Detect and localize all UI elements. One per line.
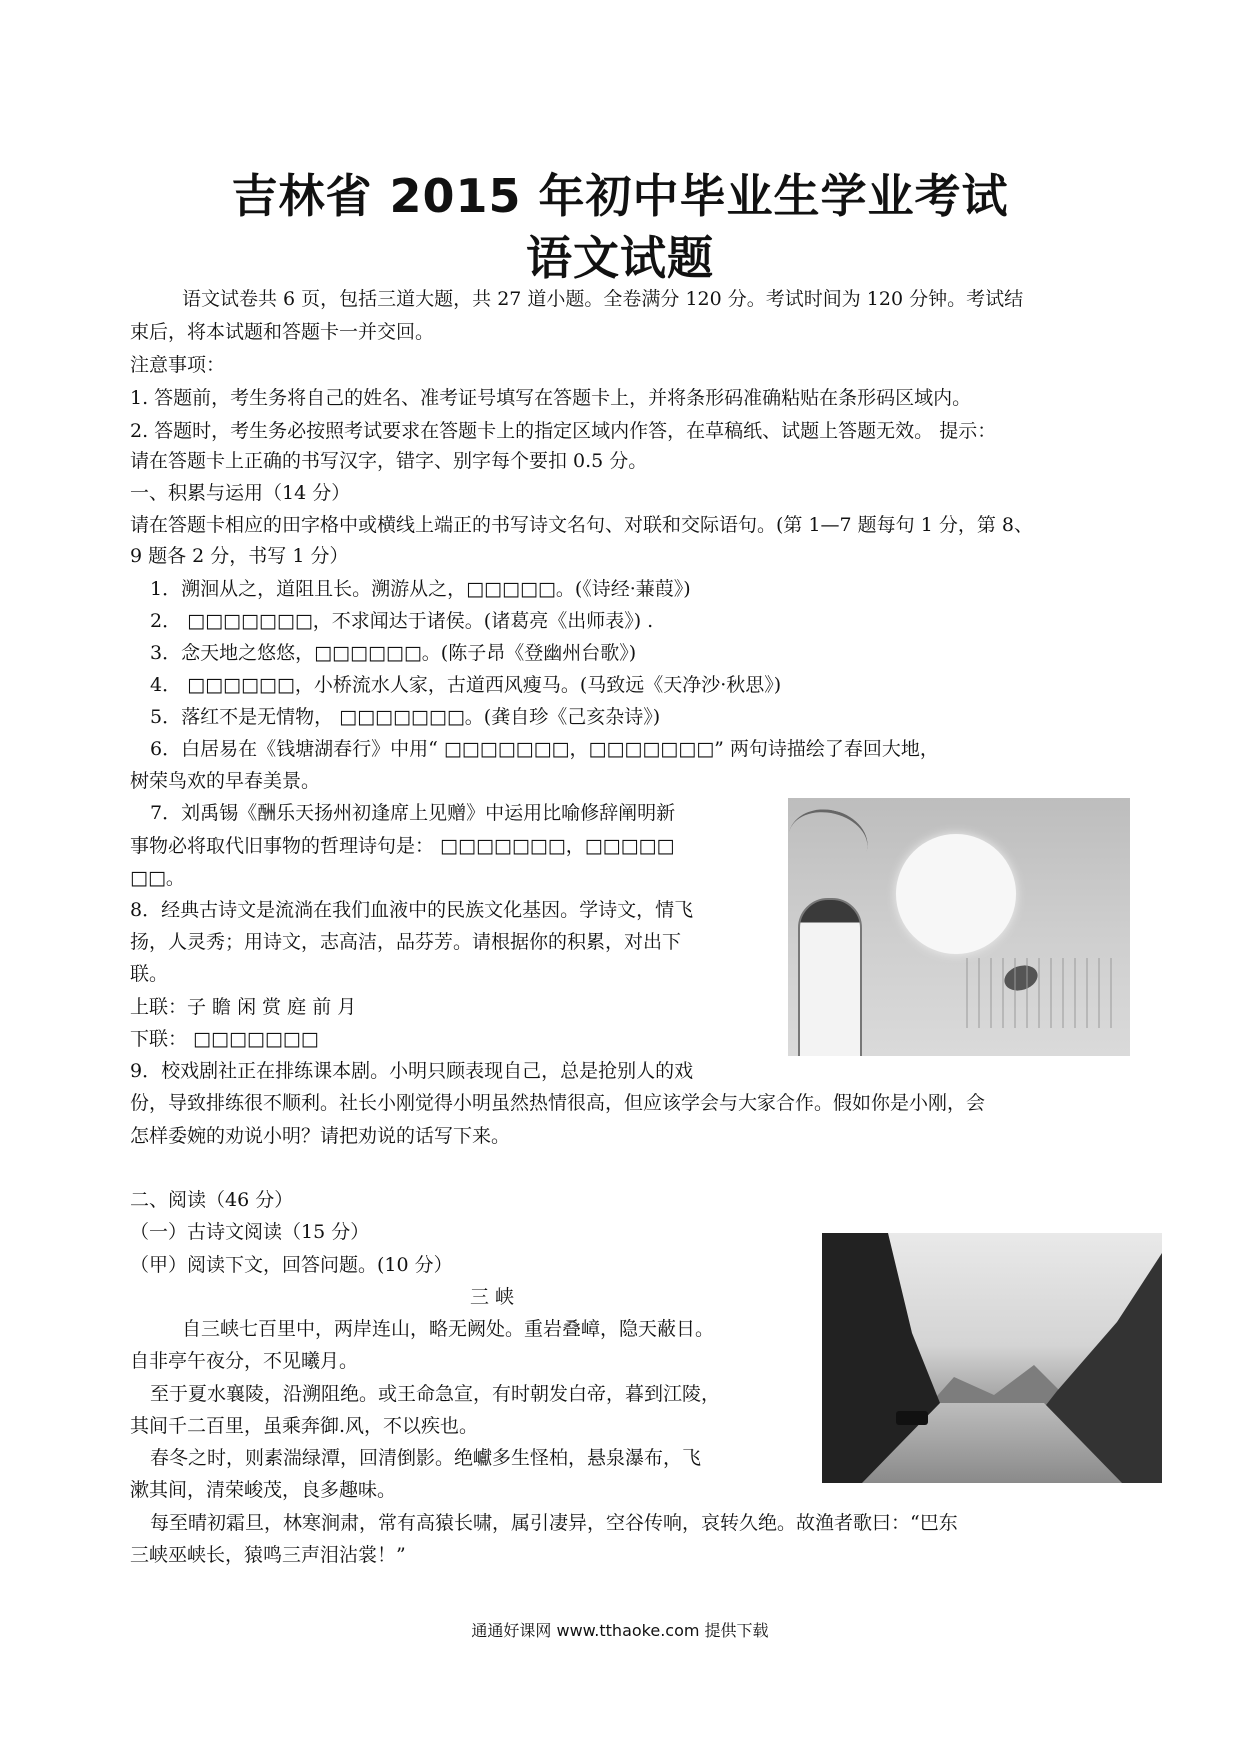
- reading-title: 三 峡: [470, 1286, 515, 1308]
- couplet-lower: 下联： □□□□□□□: [130, 1028, 319, 1050]
- question-1: 1．溯洄从之，道阻且长。溯游从之，□□□□□。(《诗经·蒹葭》): [150, 578, 691, 600]
- footer-source: 通通好课网 www.tthaoke.com 提供下载: [471, 1621, 769, 1640]
- couplet-upper: 上联：子 瞻 闲 赏 庭 前 月: [130, 996, 357, 1018]
- three-gorges-photo: [822, 1233, 1162, 1483]
- passage-p3b: 漱其间，清荣峻茂，良多趣味。: [130, 1479, 397, 1501]
- question-7c: □□。: [130, 867, 185, 889]
- poet-figure-shape: [798, 898, 862, 1056]
- passage-p2a: 至于夏水襄陵，沿溯阻绝。或王命急宣，有时朝发白帝，暮到江陵，: [150, 1383, 721, 1405]
- moon-shape: [896, 834, 1016, 954]
- question-7a: 7．刘禹锡《酬乐天扬州初逢席上见赠》中运用比喻修辞阐明新: [150, 802, 676, 824]
- boat-shape: [896, 1411, 928, 1425]
- intro-line-2: 束后，将本试题和答题卡一并交回。: [130, 321, 435, 343]
- question-5: 5．落红不是无情物， □□□□□□□。(龚自珍《己亥杂诗》): [150, 706, 661, 728]
- section1-instruction-b: 9 题各 2 分，书写 1 分）: [130, 545, 349, 567]
- notice-1: 1. 答题前，考生务将自己的姓名、准考证号填写在答题卡上，并将条形码准确粘贴在条形码区域内。: [130, 387, 972, 409]
- passage-p2b: 其间千二百里，虽乘奔御.风，不以疾也。: [130, 1415, 479, 1437]
- section1-title: 一、积累与运用（14 分）: [130, 482, 351, 504]
- question-9a: 9．校戏剧社正在排练课本剧。小明只顾表现自己，总是抢别人的戏: [130, 1060, 694, 1082]
- question-7b: 事物必将取代旧事物的哲理诗句是： □□□□□□□，□□□□□: [130, 835, 675, 857]
- notice-2b: 请在答题卡上正确的书写汉字，错字、别字每个要扣 0.5 分。: [130, 450, 648, 472]
- question-8c: 联。: [130, 963, 169, 985]
- notice-title: 注意事项：: [130, 354, 226, 376]
- exam-title: 吉林省 2015 年初中毕业生学业考试: [231, 169, 1009, 223]
- calligraphy-shape: [966, 958, 1116, 1028]
- question-8a: 8．经典古诗文是流淌在我们血液中的民族文化基因。学诗文，情飞: [130, 899, 694, 921]
- passage-p3a: 春冬之时，则素湍绿潭，回清倒影。绝巘多生怪柏，悬泉瀑布，飞: [150, 1447, 702, 1469]
- poet-moon-illustration: [788, 798, 1130, 1056]
- notice-2a: 2. 答题时，考生务必按照考试要求在答题卡上的指定区域内作答，在草稿纸、试题上答题无效。 提示：: [130, 420, 997, 442]
- section1-instruction-a: 请在答题卡相应的田字格中或横线上端正的书写诗文名句、对联和交际语句。(第 1—7 题每句 1 分，第 8、: [130, 514, 1033, 536]
- intro-line-1: 语文试卷共 6 页，包括三道大题，共 27 道小题。全卷满分 120 分。考试时间为 120 分钟。考试结: [182, 288, 1024, 310]
- plum-branch-shape: [788, 801, 874, 881]
- section2-title: 二、阅读（46 分）: [130, 1189, 294, 1211]
- question-4: 4． □□□□□□，小桥流水人家，古道西风瘦马。(马致远《天净沙·秋思》): [150, 674, 782, 696]
- passage-p4b: 三峡巫峡长，猿鸣三声泪沾裳！”: [130, 1544, 406, 1566]
- section2-sub2: （甲）阅读下文，回答问题。(10 分）: [130, 1254, 453, 1276]
- section2-sub1: （一）古诗文阅读（15 分）: [130, 1221, 370, 1243]
- question-2: 2． □□□□□□□，不求闻达于诸侯。(诸葛亮《出师表》) .: [150, 610, 654, 632]
- question-6b: 树荣鸟欢的早春美景。: [130, 770, 321, 792]
- question-3: 3．念天地之悠悠，□□□□□□。(陈子昂《登幽州台歌》): [150, 642, 637, 664]
- passage-p1b: 自非亭午夜分，不见曦月。: [130, 1350, 359, 1372]
- exam-subtitle: 语文试题: [526, 231, 714, 285]
- passage-p1a: 自三峡七百里中，两岸连山，略无阙处。重岩叠嶂，隐天蔽日。: [182, 1318, 715, 1340]
- question-9b: 份，导致排练很不顺利。社长小刚觉得小明虽然热情很高，但应该学会与大家合作。假如你是小刚，会: [130, 1092, 986, 1114]
- question-8b: 扬，人灵秀；用诗文，志高洁，品芬芳。请根据你的积累，对出下: [130, 931, 682, 953]
- passage-p4a: 每至晴初霜旦，林寒涧肃，常有高猿长啸，属引凄异，空谷传响，哀转久绝。故渔者歌曰：“巴东: [150, 1512, 958, 1534]
- question-9c: 怎样委婉的劝说小明？请把劝说的话写下来。: [130, 1125, 511, 1147]
- question-6a: 6．白居易在《钱塘湖春行》中用“ □□□□□□□，□□□□□□□” 两句诗描绘了春回大地，: [150, 738, 939, 760]
